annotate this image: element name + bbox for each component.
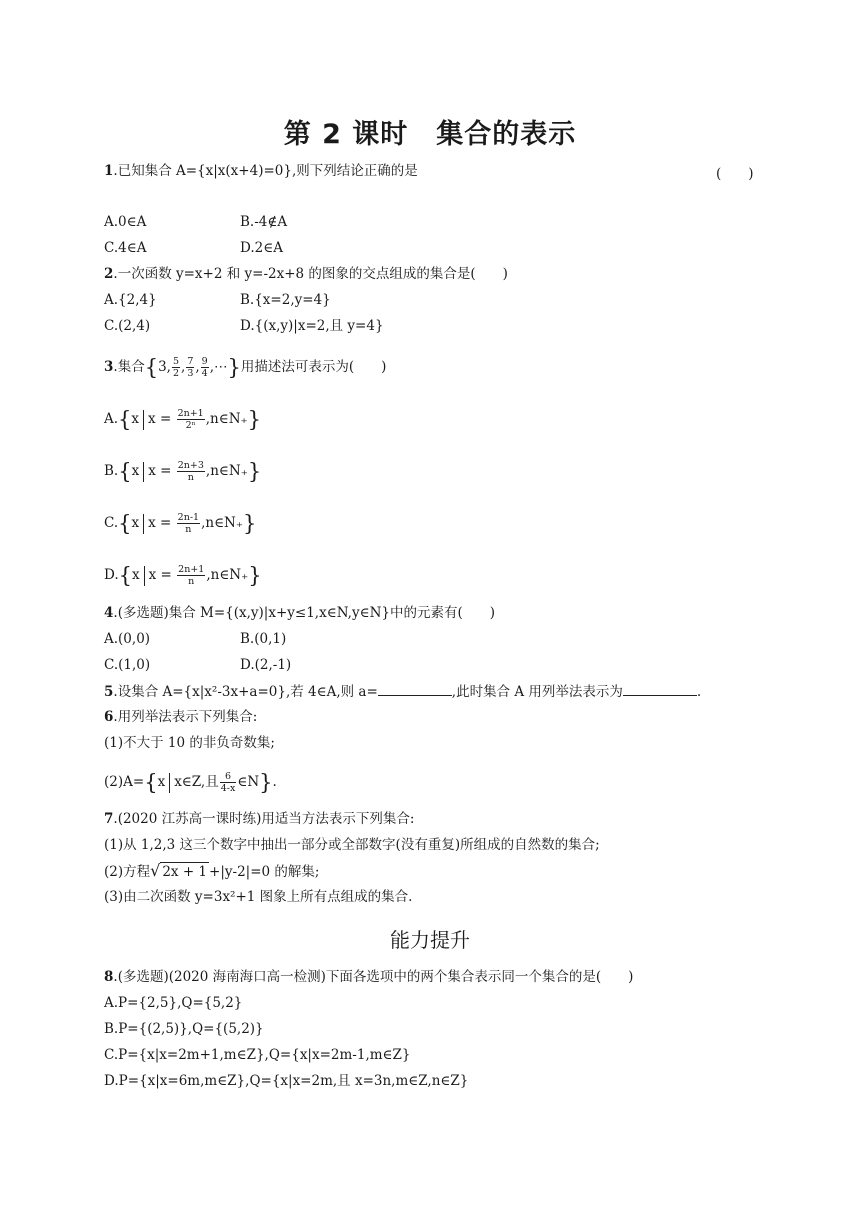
page-title: 第 2 课时 集合的表示 [283,119,577,150]
brace-close: } [243,511,257,536]
fraction: $\frac{2n+1}{\text{2ⁿ}}$ [177,408,204,431]
q7-part-2 [104,862,319,881]
set-condition: x∈Z,且 [174,774,219,790]
question-2 [104,265,508,283]
brace-open: { [118,511,132,536]
sqrt-sign: √ [150,861,161,880]
set-bar [143,514,144,534]
option-d: D.{(x,y)|x=2,且 y=4} [240,318,384,334]
brace-open: { [118,563,133,588]
brace-open: { [144,770,158,795]
answer-paren: ( ) [716,166,754,182]
set-var: x [131,463,140,479]
option-a: A.P={2,5},Q={5,2} [104,995,243,1011]
fraction: $\frac{2n+3}{n}$ [177,460,204,483]
part-text: (2)方程 [104,864,151,880]
option-label: B. [104,463,119,479]
set-bar [144,566,145,586]
option-c: C.4∈A [104,240,147,256]
question-text: 用描述法可表示为( ) [240,359,387,375]
fraction: $\frac{2n-1}{n}$ [177,512,200,535]
set-eq: x = [148,463,172,479]
set-eq: x = [148,411,172,427]
set-bar [169,773,170,793]
option-c: C.(2,4) [104,318,151,334]
part-label: (2)A= [104,774,145,790]
part-text: +|y-2|=0 的解集; [209,864,320,880]
option-b: B.{x=2,y=4} [240,292,331,308]
question-text: .设集合 A={x|x²-3x+a=0},若 4∈A,则 a= [113,684,378,700]
fraction: $\frac{5}{2}$ [172,356,180,379]
fraction: $\frac{7}{3}$ [187,356,194,379]
q6-part-1: (1)不大于 10 的非负奇数集; [104,735,275,751]
period: . [696,684,702,700]
question-3: 3.集合{3, $\frac{5}{2}$ , $\frac{7}{3}$ , $\frac{9}{4}$ ,⋯}用描述法可表示为( ) [104,355,387,380]
option-b: B.P={(2,5)},Q={(5,2)} [104,1021,264,1037]
q7-part-3: (3)由二次函数 y=3x²+1 图象上所有点组成的集合. [104,889,413,905]
option-label: D. [104,567,119,583]
brace-open: { [118,459,132,484]
set-condition: ,n∈N₊ [205,463,248,479]
option-b: B.(0,1) [240,631,287,647]
question-number: 5 [104,684,114,700]
option-c: C.P={x|x=2m+1,m∈Z},Q={x|x=2m-1,m∈Z} [104,1047,411,1063]
question-number: 2 [104,266,114,282]
question-8 [104,968,633,986]
brace-close: } [227,355,241,380]
question-text: .用列举法表示下列集合: [113,709,258,725]
question-number: 7 [104,811,114,827]
question-number: 4 [104,605,114,621]
brace-close: } [247,459,262,484]
brace-open: { [118,407,132,432]
question-number: 8 [104,969,114,985]
option-d: D.2∈A [240,240,283,256]
option-b: B.-4∉A [240,214,288,230]
option-label: C. [104,515,119,531]
q6-part-2 [104,771,277,794]
fraction: $\frac{2n+1}{n}$ [178,564,205,587]
option-b [104,460,261,483]
brace-open: { [144,355,159,380]
option-d: D.P={x|x=6m,m∈Z},Q={x|x=2m,且 x=3n,m∈Z,n∈Z} [104,1073,469,1089]
question-text: .(多选题)集合 M={(x,y)|x+y≤1,x∈N,y∈N}中的元素有( ) [113,605,496,621]
option-d: D.(2,-1) [240,657,292,673]
question-text: .已知集合 A={x|x(x+4)=0},则下列结论正确的是 [113,163,418,179]
q7-part-1: (1)从 1,2,3 这三个数字中抽出一部分或全部数字(没有重复)所组成的自然数的集合; [104,837,600,853]
option-c [104,512,256,535]
set-bar [143,462,144,482]
question-7 [104,810,414,828]
question-text: .(2020 江苏高一课时练)用适当方法表示下列集合: [113,811,415,827]
set-condition: ,n∈N₊ [206,567,249,583]
option-a: A.{2,4} [104,292,157,308]
radicand: 2x + 1 [162,864,208,880]
brace-close: } [259,770,273,795]
section-heading: 能力提升 [390,928,470,952]
question-text: ,此时集合 A 用列举法表示为 [451,684,623,700]
set-var: x [132,567,140,583]
set-bar [143,410,144,430]
fraction: $\frac{9}{4}$ [201,356,208,379]
set-eq: x = [148,567,172,583]
brace-close: } [247,407,262,432]
brace-close: } [248,563,262,588]
question-number: 3 [104,359,114,375]
set-condition: ,n∈N₊ [201,515,243,531]
set-element: 3, [158,359,171,375]
set-var: x [131,411,140,427]
period: . [272,774,277,790]
question-number: 1 [104,163,114,179]
question-number: 6 [104,709,114,725]
set-eq: x = [148,515,172,531]
set-var: x [157,774,166,790]
option-c: C.(1,0) [104,657,151,673]
option-d [104,564,262,587]
question-4 [104,604,495,622]
fraction: $\frac{6}{4-x}$ [220,771,236,794]
answer-blank[interactable] [623,682,697,696]
set-condition: ∈N [237,774,260,790]
question-5 [104,682,701,701]
question-1 [104,162,418,180]
question-6 [104,708,257,726]
set-var: x [131,515,140,531]
set-element: ,⋯ [209,359,228,375]
question-text: .(多选题)(2020 海南海口高一检测)下面各选项中的两个集合表示同一个集合的是( ) [113,969,634,985]
question-text: .一次函数 y=x+2 和 y=-2x+8 的图象的交点组成的集合是( ) [113,266,508,282]
option-a [104,408,261,431]
answer-blank[interactable] [378,682,452,696]
set-condition: ,n∈N₊ [205,411,248,427]
option-a: A.(0,0) [104,631,151,647]
question-text: .集合 [113,359,145,375]
option-label: A. [104,411,119,427]
option-a: A.0∈A [104,214,147,230]
